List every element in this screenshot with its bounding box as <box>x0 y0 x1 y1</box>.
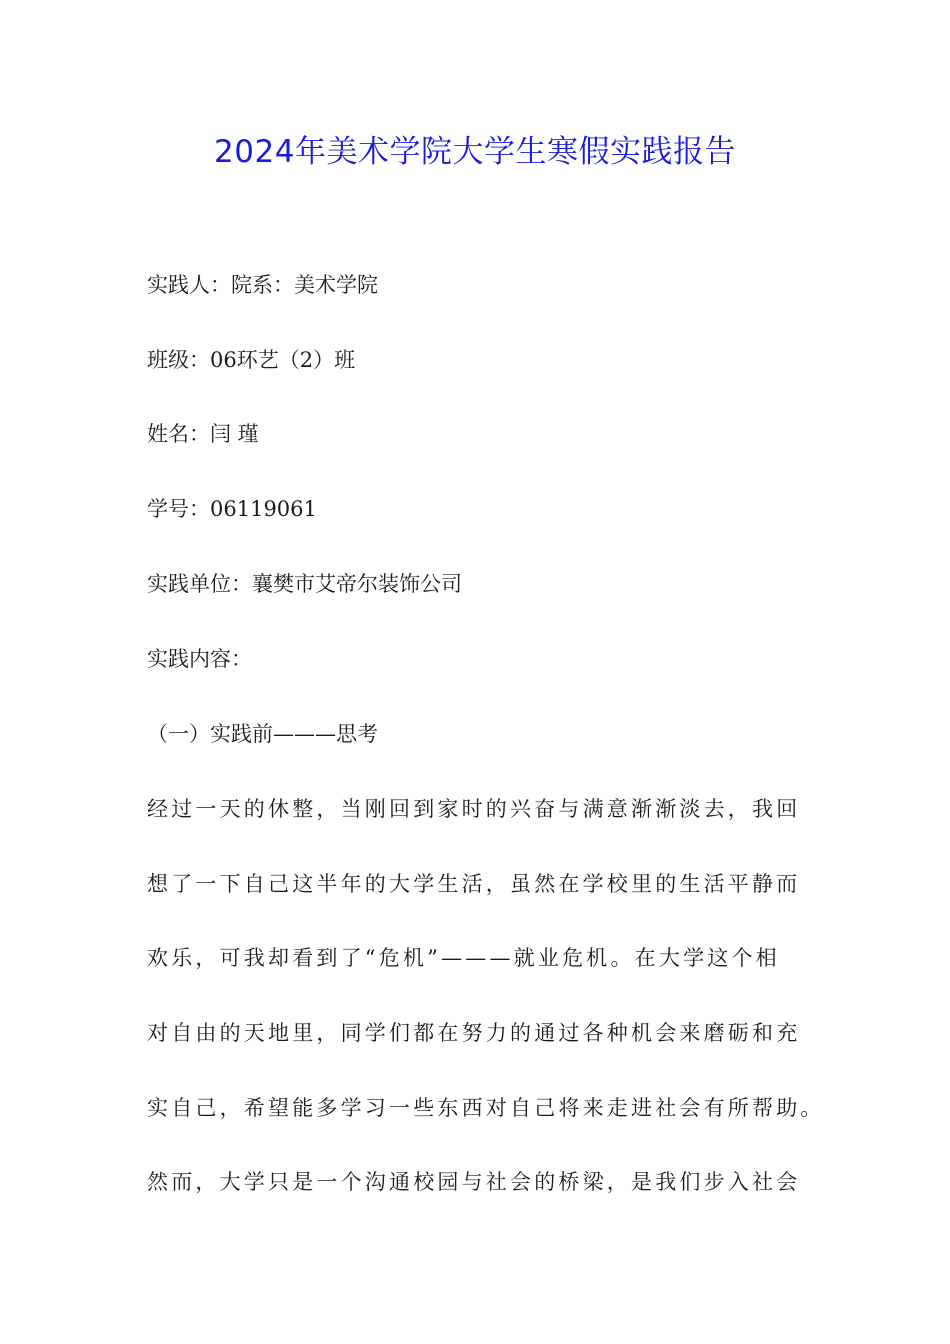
info-line-content: 实践内容： <box>147 647 252 671</box>
info-line-name: 姓名：闫 瑾 <box>147 422 259 446</box>
section-heading: （一）实践前———思考 <box>147 722 378 746</box>
body-line: 经过一天的休整，当刚回到家时的兴奋与满意渐渐淡去，我回 <box>147 797 801 821</box>
info-line-unit: 实践单位：襄樊市艾帝尔装饰公司 <box>147 572 462 596</box>
info-line-class: 班级：06环艺（2）班 <box>147 348 356 372</box>
body-line: 想了一下自己这半年的大学生活，虽然在学校里的生活平静而 <box>147 872 801 896</box>
body-line: 然而，大学只是一个沟通校园与社会的桥梁，是我们步入社会 <box>147 1170 801 1194</box>
body-line: 欢乐，可我却看到了“危机”———就业危机。在大学这个相 <box>147 946 780 970</box>
body-line: 对自由的天地里，同学们都在努力的通过各种机会来磨砺和充 <box>147 1021 801 1045</box>
document-title: 2024年美术学院大学生寒假实践报告 <box>214 134 736 170</box>
info-line-student-id: 学号：06119061 <box>147 497 317 521</box>
body-line: 实自己，希望能多学习一些东西对自己将来走进社会有所帮助。 <box>147 1096 825 1120</box>
info-line-practitioner: 实践人：院系：美术学院 <box>147 273 378 297</box>
